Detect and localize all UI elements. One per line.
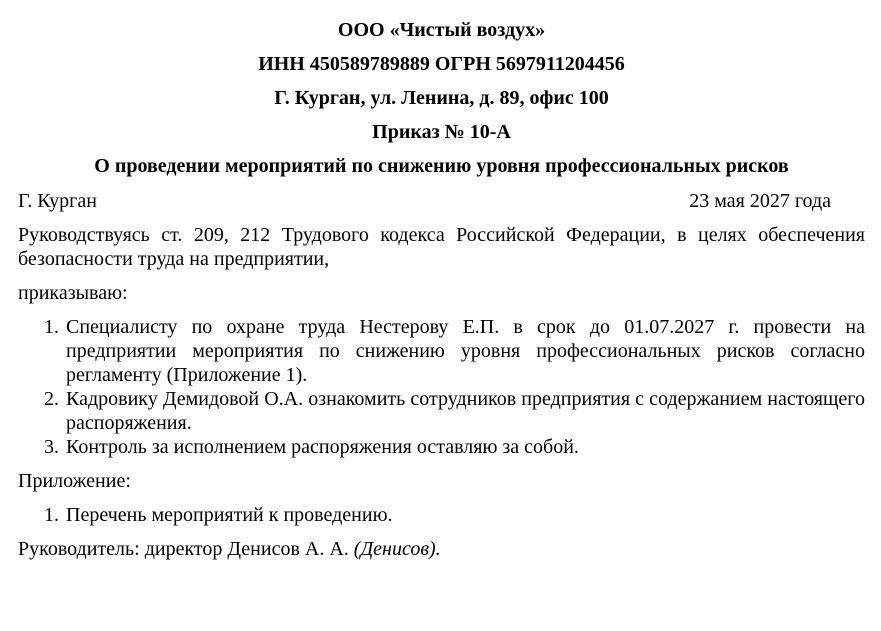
order-word: приказываю: — [18, 282, 128, 304]
order-number: Приказ № 10-А — [372, 121, 511, 143]
order-items-list — [18, 315, 865, 459]
order-place: Г. Курган — [18, 190, 97, 212]
order-item: 1. Специалисту по охране труда Нестерову Е.П. в срок до 01.07.2027 г. провести на предприятии мероприятия по снижению уровня профессиональных рисков согласно регламенту (Приложение 1). — [64, 315, 865, 387]
organization-ids: ИНН 450589789889 ОГРН 5697911204456 — [258, 53, 625, 75]
organization-address: Г. Курган, ул. Ленина, д. 89, офис 100 — [274, 87, 609, 109]
place-date-row — [18, 189, 865, 213]
order-date: 23 мая 2027 года — [689, 190, 831, 212]
attachment-item: 1. Перечень мероприятий к проведению. — [64, 503, 865, 527]
signature-line — [18, 537, 865, 561]
signature-sign: (Денисов). — [353, 538, 441, 560]
organization-name: ООО «Чистый воздух» — [337, 19, 546, 41]
order-title: О проведении мероприятий по снижению уровня профессиональных рисков — [94, 155, 789, 177]
order-item: 2. Кадровику Демидовой О.А. ознакомить сотрудников предприятия с содержанием настоящего распоряжения. — [64, 387, 865, 435]
attachments-heading: Приложение: — [18, 470, 131, 492]
preamble: Руководствуясь ст. 209, 212 Трудового кодекса Российской Федерации, в целях обеспечения безопасности труда на предприятии, — [18, 224, 865, 270]
order-item: 3. Контроль за исполнением распоряжения оставляю за собой. — [64, 435, 865, 459]
signature-label: Руководитель: директор Денисов А. А. — [18, 538, 349, 560]
attachments-list — [18, 503, 865, 527]
